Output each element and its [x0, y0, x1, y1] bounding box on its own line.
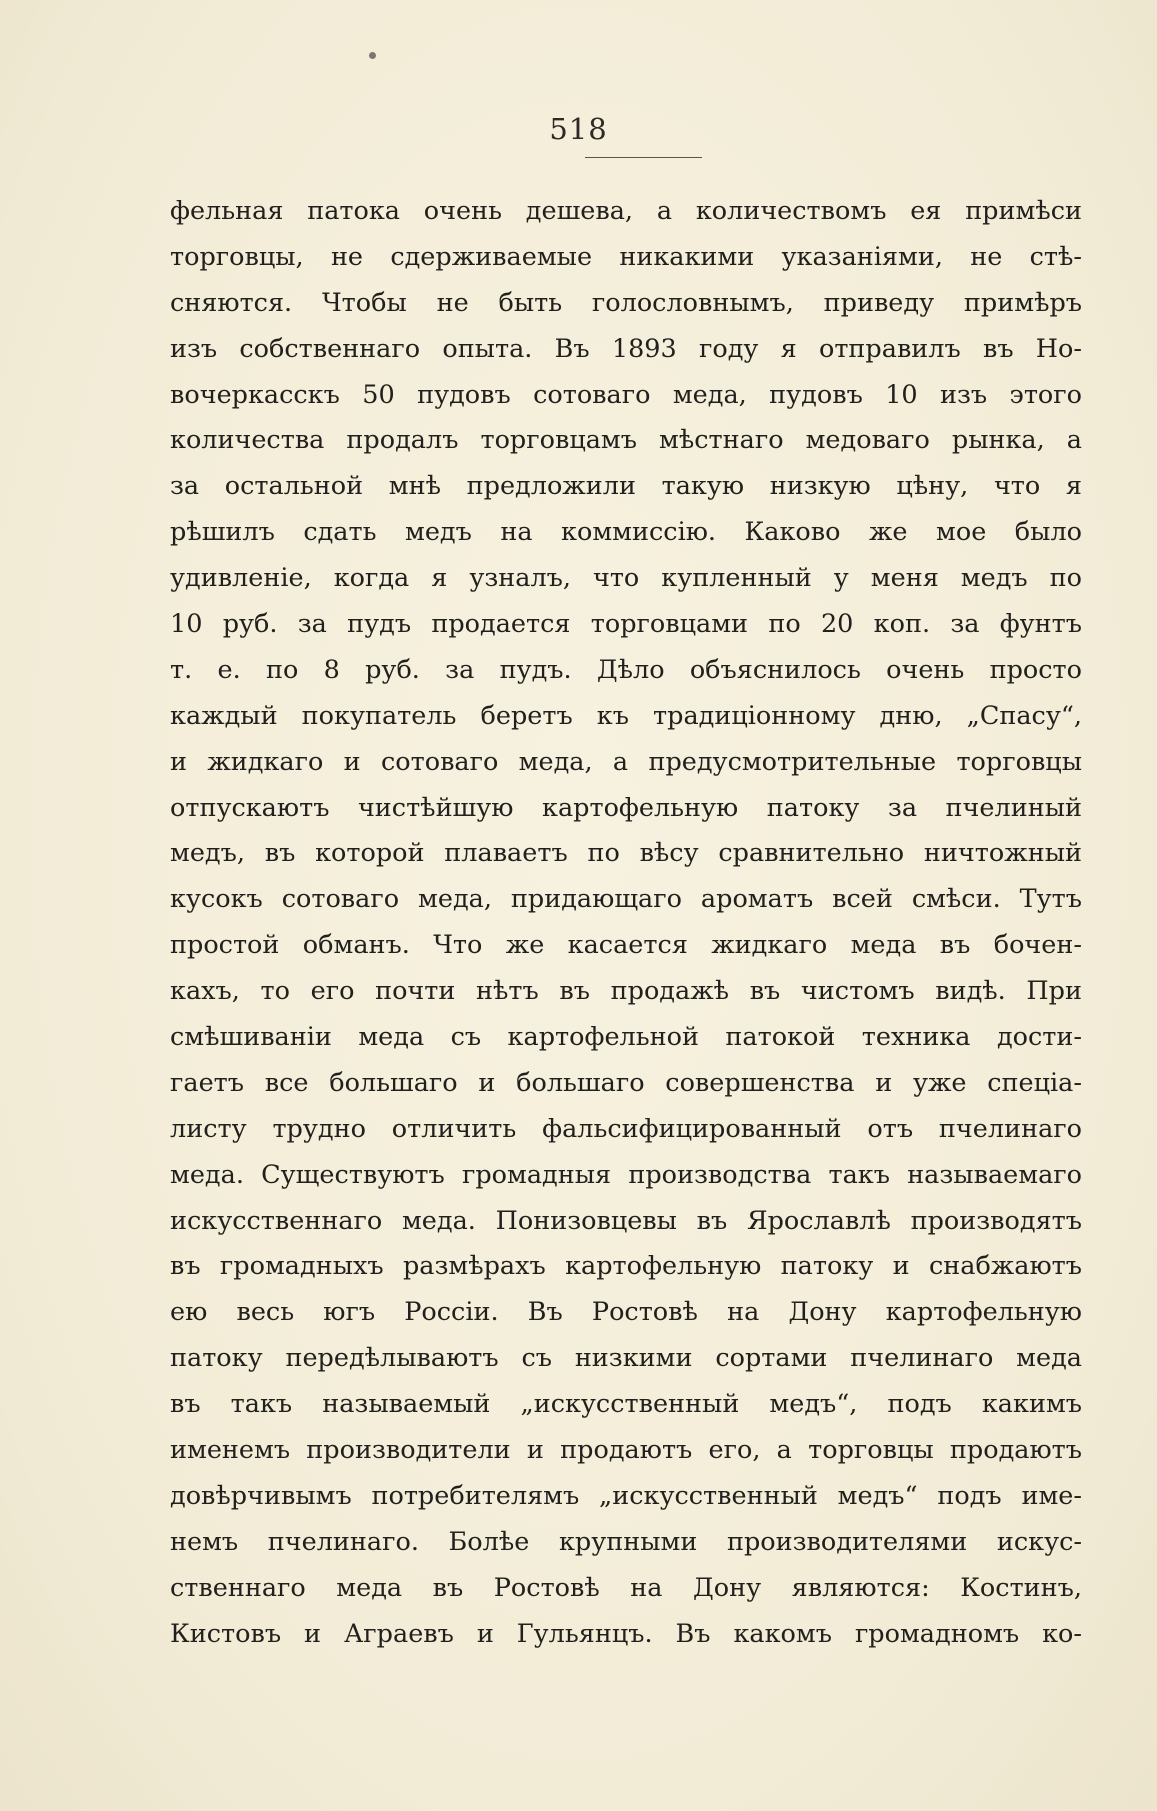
text-line: въ громадныхъ размѣрахъ картофельную патоку и снабжаютъ — [170, 1251, 1082, 1282]
text-line: медъ, въ которой плаваетъ по вѣсу сравнительно ничтожный — [170, 838, 1082, 869]
text-line: кахъ, то его почти нѣтъ въ продажѣ въ чистомъ видѣ. При — [170, 976, 1082, 1007]
text-line: удивленіе, когда я узналъ, что купленный у меня медъ по — [170, 563, 1082, 594]
text-line: фельная патока очень дешева, а количествомъ ея примѣси — [170, 196, 1082, 226]
text-line: кусокъ сотоваго меда, придающаго ароматъ всей смѣси. Тутъ — [170, 884, 1082, 915]
text-line: количества продалъ торговцамъ мѣстнаго медоваго рынка, а — [170, 425, 1082, 456]
text-line: т. е. по 8 руб. за пудъ. Дѣло объяснилось очень просто — [170, 654, 1082, 685]
text-line: гаетъ все большаго и большаго совершенства и уже спеціа- — [170, 1067, 1082, 1098]
text-line: 10 руб. за пудъ продается торговцами по 20 коп. за фунтъ — [170, 609, 1082, 640]
header-rule — [585, 157, 702, 158]
text-line: сняются. Чтобы не быть голословнымъ, приведу примѣръ — [170, 287, 1082, 318]
text-line: немъ пчелинаго. Болѣе крупными производителями искус- — [170, 1526, 1082, 1557]
text-line: довѣрчивымъ потребителямъ „искусственный медъ“ подъ име- — [170, 1480, 1082, 1511]
text-line: изъ собственнаго опыта. Въ 1893 году я отправилъ въ Но- — [170, 333, 1082, 364]
text-line: за остальной мнѣ предложили такую низкую цѣну, что я — [170, 471, 1082, 502]
text-line: меда. Существуютъ громадныя производства такъ называемаго — [170, 1159, 1082, 1190]
text-line: искусственнаго меда. Понизовцевы въ Ярославлѣ производятъ — [170, 1205, 1082, 1236]
text-line: ственнаго меда въ Ростовѣ на Дону являются: Костинъ, — [170, 1572, 1082, 1603]
body-text — [170, 189, 1082, 1658]
text-line: листу трудно отличить фальсифицированный отъ пчелинаго — [170, 1113, 1082, 1144]
text-line: торговцы, не сдерживаемые никакими указаніями, не стѣ- — [170, 241, 1082, 272]
text-line: ею весь югъ Россіи. Въ Ростовѣ на Дону картофельную — [170, 1297, 1082, 1328]
text-line: смѣшиваніи меда съ картофельной патокой техника дости- — [170, 1022, 1082, 1053]
text-line: рѣшилъ сдать медъ на коммиссію. Каково же мое было — [170, 517, 1082, 548]
text-line: простой обманъ. Что же касается жидкаго меда въ бочен- — [170, 930, 1082, 961]
text-line: отпускаютъ чистѣйшую картофельную патоку за пчелиный — [170, 792, 1082, 823]
text-line: именемъ производители и продаютъ его, а торговцы продаютъ — [170, 1435, 1082, 1466]
text-line: вочеркасскъ 50 пудовъ сотоваго меда, пудовъ 10 изъ этого — [170, 379, 1082, 410]
text-line: въ такъ называемый „искусственный медъ“, подъ какимъ — [170, 1389, 1082, 1420]
text-line: каждый покупатель беретъ къ традиціонному дню, „Спасу“, — [170, 700, 1082, 731]
text-line: Кистовъ и Аграевъ и Гульянцъ. Въ какомъ громадномъ ко- — [170, 1618, 1082, 1649]
text-line: патоку передѣлываютъ съ низкими сортами пчелинаго меда — [170, 1343, 1082, 1374]
page-number: 518 — [549, 112, 608, 146]
ink-speck — [369, 52, 376, 59]
text-line: и жидкаго и сотоваго меда, а предусмотрительные торговцы — [170, 746, 1082, 777]
